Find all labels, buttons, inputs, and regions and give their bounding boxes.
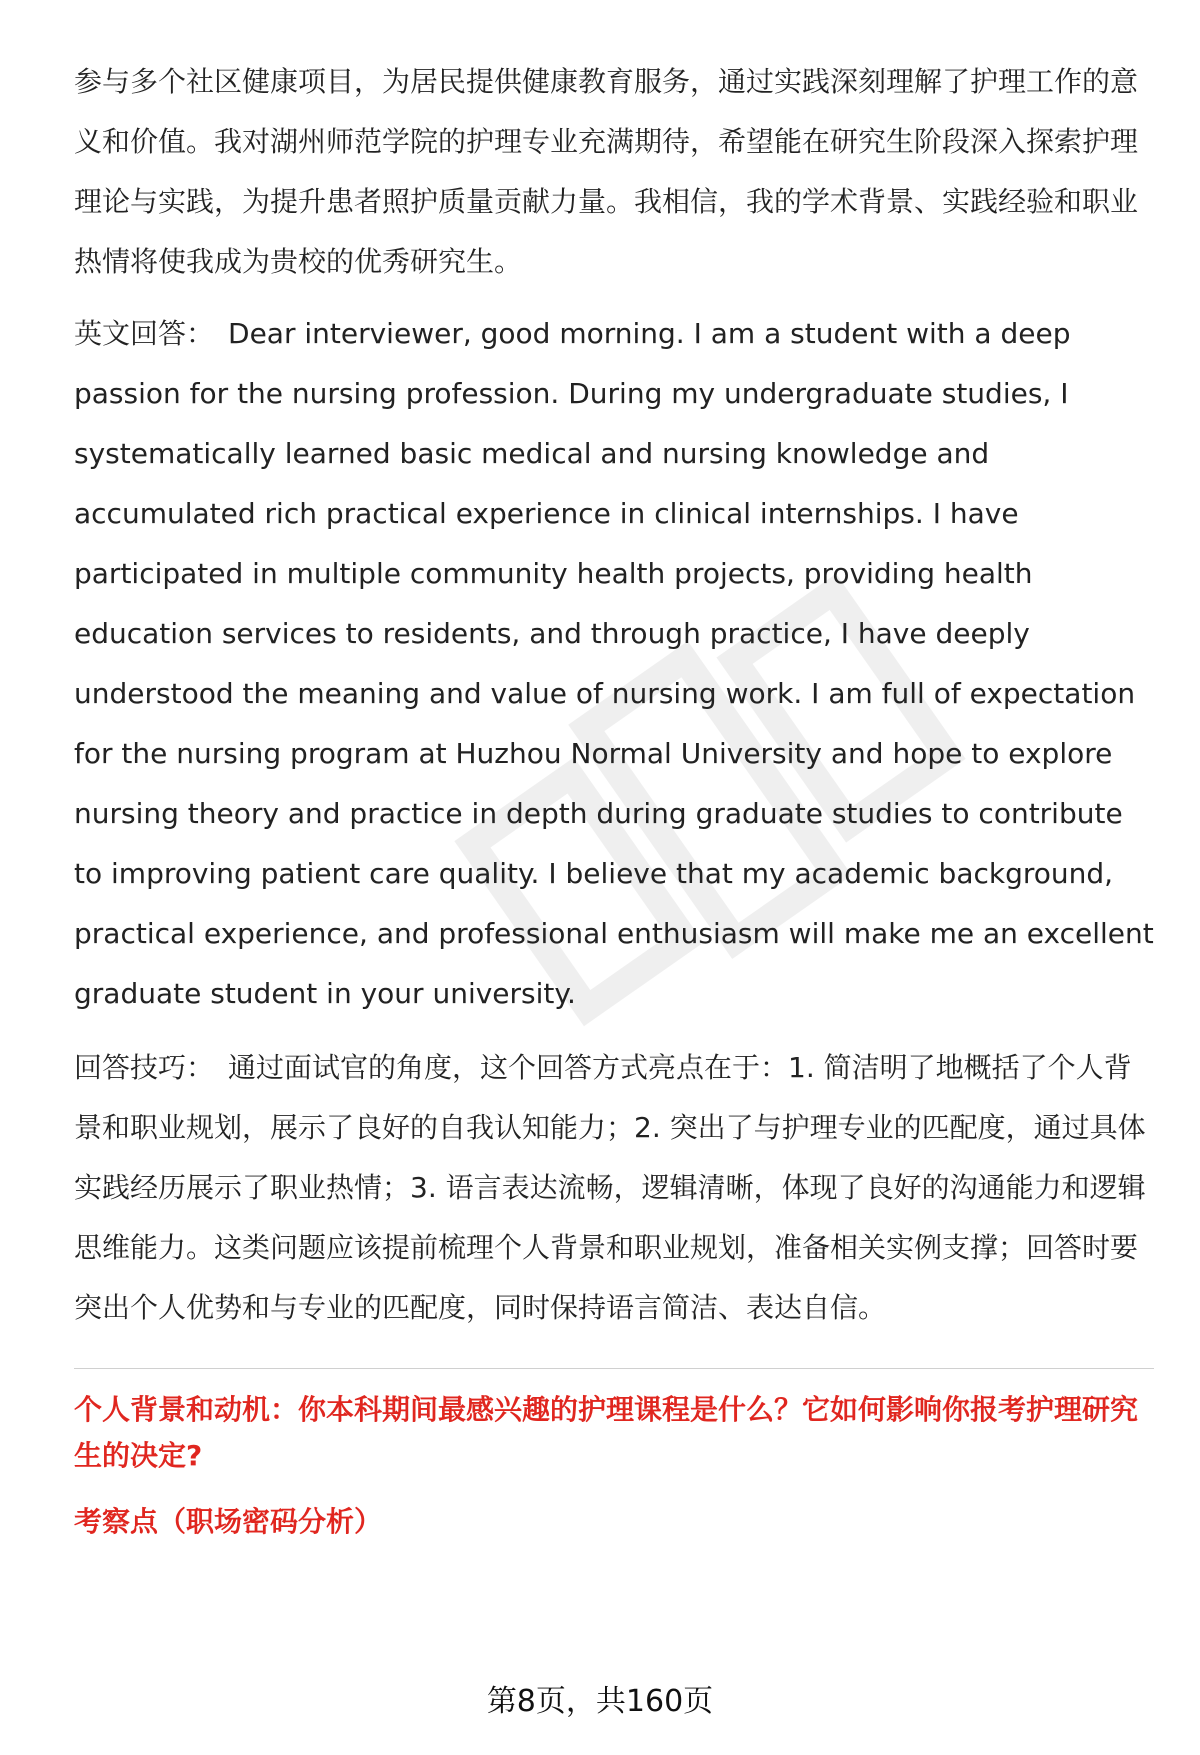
answer-tips-label: 回答技巧：	[74, 1051, 215, 1084]
page-footer: 第8页，共160页	[486, 1684, 714, 1719]
english-answer-label: 英文回答：	[74, 317, 215, 350]
document-page	[74, 52, 1154, 1545]
answer-tips-text: 通过面试官的角度，这个回答方式亮点在于：1. 简洁明了地概括了个人背景和职业规划，展示了良好的自我认知能力；2. 突出了与护理专业的匹配度，通过具体实践经历展示了职业热情；3. 语言表达流畅，逻辑清晰，体现了良好的沟通能力和逻辑思维能力。这类问题应该提前梳理个人背景和职业规划，准备相关实例支撑；回答时要突出个人优势和与专业的匹配度，同时保持语言简洁、表达自信。	[74, 1051, 1146, 1324]
answer-tips-paragraph	[74, 1038, 1154, 1338]
english-answer-paragraph	[74, 304, 1154, 1024]
next-question: 个人背景和动机：你本科期间最感兴趣的护理课程是什么？它如何影响你报考护理研究生的决定?	[74, 1393, 1139, 1472]
analysis-heading: 考察点（职场密码分析）	[74, 1505, 383, 1538]
intro-paragraph: 参与多个社区健康项目，为居民提供健康教育服务，通过实践深刻理解了护理工作的意义和价值。我对湖州师范学院的护理专业充满期待，希望能在研究生阶段深入探索护理理论与实践，为提升患者照护质量贡献力量。我相信，我的学术背景、实践经验和职业热情将使我成为贵校的优秀研究生。	[74, 65, 1139, 278]
english-answer-text: Dear interviewer, good morning. I am a student with a deep passion for the nursing profession. During my undergraduate studies, I systematically learned basic medical and nursing knowledge and accumulated rich practical experience in clinical internships. I have participated in multiple community health projects, providing health education services to residents, and through practice, I have deeply understood the meaning and value of nursing work. I am full of expectation for the nursing program at Huzhou Normal University and hope to explore nursing theory and practice in depth during graduate studies to contribute to improving patient care quality. I believe that my academic background, practical experience, and professional enthusiasm will make me an excellent graduate student in your university.	[74, 317, 1154, 1010]
section-divider	[74, 1368, 1154, 1369]
